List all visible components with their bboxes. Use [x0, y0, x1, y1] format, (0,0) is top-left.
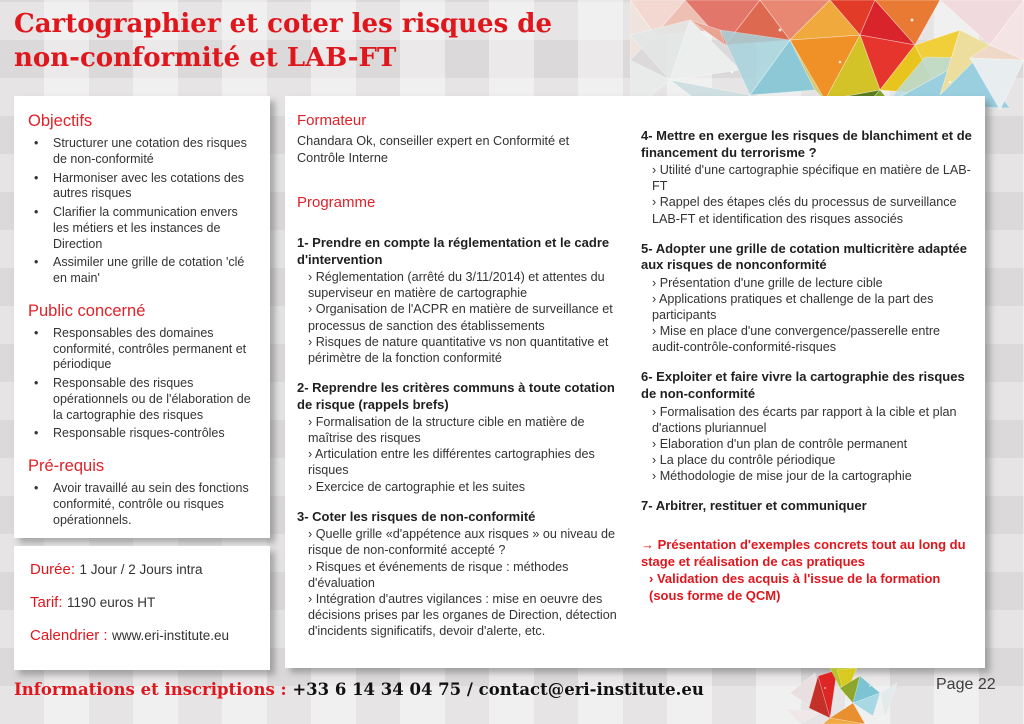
calendrier-url: www.eri-institute.eu [112, 628, 230, 643]
public-item: • Responsables des domaines conformité, contrôles permanent et périodique [28, 326, 256, 373]
section-item: › Risques et événements de risque : méthodes d'évaluation [308, 559, 569, 590]
programme-section-6 [641, 369, 973, 484]
section-title: 6- Exploiter et faire vivre la cartographie des risques de non-conformité [641, 369, 965, 402]
section-item: › Intégration d'autres vigilances : mise en oeuvre des décisions prises par les organes de Direction, détection d'incidents significatifs, devoir d'alerte, etc. [308, 591, 617, 638]
section-item: › Réglementation (arrêté du 3/11/2014) et attentes du superviseur en matière de cartographie [308, 270, 605, 301]
programme-heading: Programme [297, 194, 376, 211]
section-title: 1- Prendre en compte la réglementation et le cadre d'intervention [297, 235, 610, 267]
programme-section-7 [641, 498, 973, 515]
page-title-line2: non-conformité et LAB-FT [14, 42, 397, 73]
tarif-label: Tarif: [30, 594, 63, 611]
section-item: › Risques de nature quantitative vs non quantitative et périmètre de la fonction conformité [308, 334, 609, 365]
section-title: 2- Reprendre les critères communs à toute cotation de risque (rappels brefs) [297, 379, 615, 412]
highlight-line2: › Validation des acquis à l'issue de la formation (sous forme de QCM) [649, 570, 941, 603]
footer-contact-line [14, 680, 704, 699]
section-item: › Formalisation de la structure cible en matière de maîtrise des risques [308, 415, 585, 446]
section-item: › Exercice de cartographie et les suites [308, 479, 525, 494]
public-item: • Responsable risques-contrôles [28, 426, 256, 442]
prerequis-item: • Avoir travaillé au sein des fonctions conformité, contrôle ou risques opérationnels. [28, 481, 256, 528]
calendrier-label: Calendrier : [30, 627, 108, 644]
section-item: › Rappel des étapes clés du processus de surveillance LAB-FT et identification des risques associés [652, 195, 957, 226]
section-objectifs [28, 112, 256, 287]
objectifs-item: • Structurer une cotation des risques de non-conformité [28, 136, 256, 168]
pricing-panel [14, 546, 270, 670]
section-item: › Utilité d'une cartographie spécifique en matière de LAB-FT [652, 163, 971, 194]
prerequis-heading: Pré-requis [28, 457, 105, 475]
public-heading: Public concerné [28, 301, 146, 320]
section-public-concerne [28, 302, 256, 442]
programme-section-5 [641, 241, 973, 356]
footer-label: Informations et inscriptions : [14, 680, 293, 699]
section-item: › Présentation d'une grille de lecture cible [652, 275, 883, 290]
section-title: 5- Adopter une grille de cotation multicritère adaptée aux risques de nonconformité [641, 240, 968, 273]
section-item: › Articulation entre les différentes cartographies des risques [308, 447, 595, 478]
programme-column-2 [641, 128, 973, 604]
programme-column-1 [297, 112, 631, 653]
duree-label: Durée: [30, 561, 76, 578]
programme-panel [285, 96, 985, 668]
tarif-row [30, 594, 254, 612]
objectifs-item: • Clarifier la communication envers les métiers et les instances de Direction [28, 205, 256, 252]
section-prerequis [28, 457, 256, 528]
section-item: › Elaboration d'un plan de contrôle permanent [652, 436, 908, 451]
bottom-polygon-decoration [785, 668, 897, 724]
programme-section-2 [297, 380, 631, 495]
highlight-note [641, 537, 973, 605]
section-title: 4- Mettre en exergue les risques de blanchiment et de financement du terrorisme ? [641, 128, 972, 160]
section-item: › La place du contrôle périodique [652, 453, 836, 468]
formateur-heading: Formateur [297, 112, 367, 129]
public-item: • Responsable des risques opérationnels ou de l'élaboration de la cartographie des risques [28, 376, 256, 423]
section-item: › Méthodologie de mise jour de la cartographie [652, 469, 912, 484]
page-number: Page 22 [936, 676, 996, 693]
tarif-value: 1190 euros HT [66, 595, 156, 610]
section-item: › Mise en place d'une convergence/passerelle entre audit-contrôle-conformité-risques [652, 324, 941, 355]
objectifs-item: • Assimiler une grille de cotation 'clé en main' [28, 255, 256, 287]
duree-row [30, 561, 254, 579]
objectifs-heading: Objectifs [28, 112, 93, 130]
formateur-text: Chandara Ok, conseiller expert en Conformité et Contrôle Interne [297, 134, 570, 165]
section-title: 3- Coter les risques de non-conformité [297, 508, 536, 524]
programme-section-3 [297, 509, 631, 639]
section-item: › Organisation de l'ACPR en matière de surveillance et processus de sanction des établissements [308, 302, 613, 333]
section-title: 7- Arbitrer, restituer et communiquer [641, 498, 867, 514]
programme-section-1 [297, 235, 631, 366]
page-title-line1: Cartographier et coter les risques de [14, 9, 553, 39]
section-item: › Formalisation des écarts par rapport à la cible et plan d'actions pluriannuel [652, 404, 957, 435]
objectifs-item: • Harmoniser avec les cotations des autres risques [28, 171, 256, 203]
calendrier-row [30, 627, 254, 645]
page-title [14, 8, 634, 76]
section-item: › Applications pratiques et challenge de la part des participants [652, 292, 934, 323]
duree-value: 1 Jour / 2 Jours intra [79, 562, 203, 577]
highlight-line1: → Présentation d'exemples concrets tout au long du stage et réalisation de cas pratiques [641, 536, 966, 569]
programme-section-4 [641, 128, 973, 227]
sidebar-panel [14, 96, 270, 538]
section-item: › Quelle grille «d'appétence aux risques » ou niveau de risque de non-conformité accepté ? [308, 527, 615, 558]
footer-contact: +33 6 14 34 04 75 / contact@eri-institute.eu [292, 680, 704, 699]
